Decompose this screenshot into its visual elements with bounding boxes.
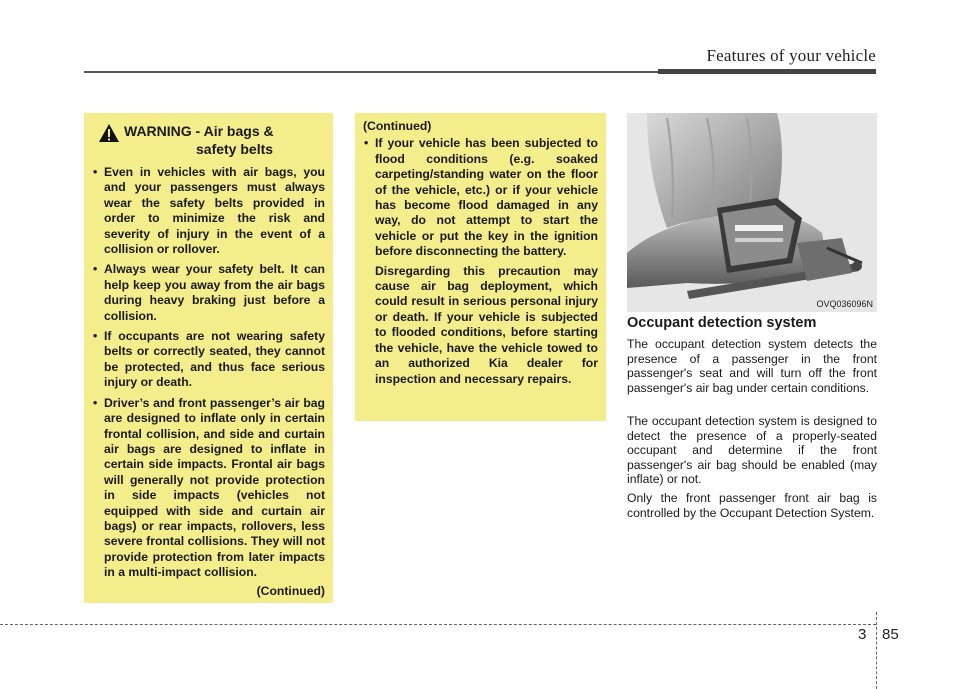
header-rule-accent: [658, 69, 876, 74]
list-item: • Driver’s and front passenger’s air bag are designed to inflate only in certain frontal collision, and side and curtain air bags are designed to inflate in certain side impacts. Frontal air bags will generally not provide protection in side impacts (vehicles not equipped with side and curtain air bags) or rear impacts, rollovers, less severe frontal collisions. They will not provide protection from later impacts in a multi-impact collision.: [92, 396, 325, 581]
warning-paragraph: Disregarding this precaution may cause air bag deployment, which could result in serious personal injury or death. If your vehicle is subjected to flooded conditions, before starting the vehicle, have the vehicle towed to an authorized Kia dealer for inspection and necessary repairs.: [375, 263, 598, 386]
body-paragraph: The occupant detection system is designed to detect the presence of a properly-seated occupant and determine if the front passenger's air bag should be enabled (may inflate) or not.: [627, 414, 877, 487]
body-paragraph: The occupant detection system detects the presence of a passenger in the front passenger's seat and will turn off the front passenger's air bag under certain conditions.: [627, 337, 877, 395]
figure-caption: OVQ036096N: [816, 299, 873, 309]
continued-label: (Continued): [363, 119, 432, 133]
list-item: • Even in vehicles with air bags, you and your passengers must always wear the safety belts provided in order to minimize the risk and severity of injury in the event of a collision or rollover.: [92, 165, 325, 257]
header-rule: [84, 71, 658, 73]
seat-illustration: [627, 113, 877, 312]
footer-divider: [876, 612, 877, 689]
footer-rule: [0, 624, 876, 625]
warning-box-airbags: [84, 113, 333, 603]
seat-cutaway-image: [627, 113, 877, 312]
page-header-title: Features of your vehicle: [706, 46, 876, 65]
warning-triangle-icon: [98, 123, 120, 143]
chapter-number: 3: [858, 626, 867, 643]
warning-title-cont: safety belts: [196, 141, 274, 157]
warning-title: - Air bags &: [191, 123, 274, 139]
list-item: • If occupants are not wearing safety belts or correctly seated, they cannot be protected, and thus face serious injury or death.: [92, 329, 325, 391]
warning-box-flood: [355, 113, 606, 421]
body-paragraph: Only the front passenger front air bag is controlled by the Occupant Detection System.: [627, 491, 877, 520]
warning-label: WARNING: [124, 123, 192, 139]
page-number: 85: [882, 626, 899, 643]
warning-list: [92, 165, 325, 581]
continued-label: (Continued): [256, 583, 325, 598]
section-title: Occupant detection system: [627, 315, 817, 331]
list-item: • Always wear your safety belt. It can help keep you away from the air bags during heavy braking just before a collision.: [92, 262, 325, 324]
warning-heading: [98, 123, 325, 157]
warning-list: [363, 136, 598, 259]
list-item: • If your vehicle has been subjected to flood conditions (e.g. soaked carpeting/standing water on the floor of the vehicle, etc.) or if your vehicle has become flood damaged in any way, do not attempt to start the vehicle or put the key in the ignition before disconnecting the battery.: [363, 136, 598, 259]
